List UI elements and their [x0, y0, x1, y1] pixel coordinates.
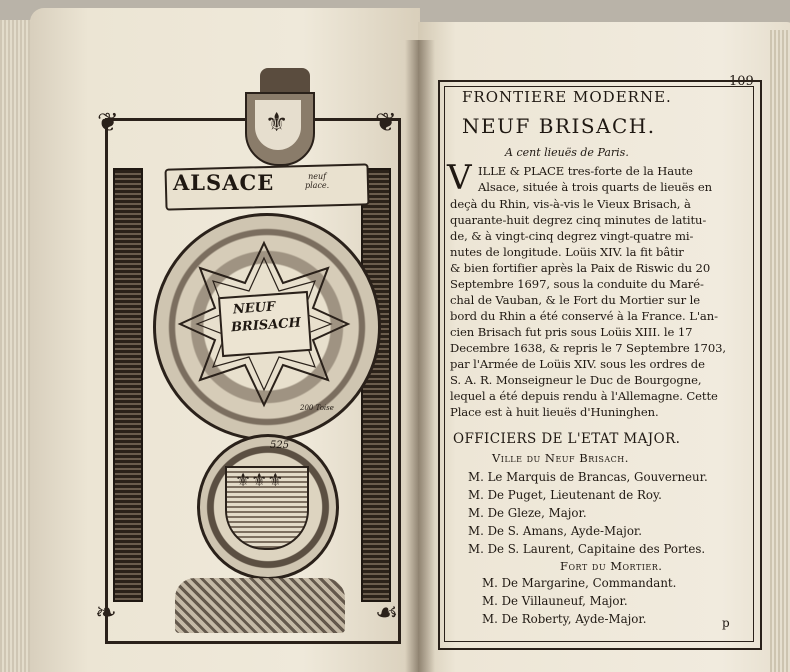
- right-page-edges: [770, 30, 790, 672]
- corner-scroll-ornament: ☙: [375, 598, 399, 628]
- seal-number: 525: [270, 440, 290, 451]
- running-head: FRONTIERE MODERNE.: [462, 88, 672, 106]
- page-title: NEUF BRISACH.: [462, 114, 656, 138]
- officer-entry: M. De Villauneuf, Major.: [482, 594, 628, 608]
- corner-scroll-ornament: ❦: [375, 108, 397, 138]
- body-line: cien Brisach fut pris sous Loüis XIII. le 17: [450, 325, 693, 339]
- fleur-de-lis-icon: ⚜: [265, 108, 289, 138]
- body-line: & bien fortifier après la Paix de Riswic du 20: [450, 261, 711, 275]
- distance-subtitle: A cent lieuës de Paris.: [505, 146, 629, 159]
- banner-sub-line: neuf: [308, 172, 327, 181]
- body-line: ILLE & PLACE tres-forte de la Haute: [478, 164, 693, 178]
- officer-entry: M. De Margarine, Commandant.: [482, 576, 677, 590]
- crown-ornament: [260, 68, 310, 94]
- body-line: Alsace, située à trois quarts de lieuës en: [478, 180, 712, 194]
- officer-entry: M. Le Marquis de Brancas, Gouverneur.: [468, 470, 708, 484]
- body-line: par l'Armée de Loüis XIV. sous les ordres de: [450, 357, 705, 371]
- officers-heading: OFFICIERS DE L'ETAT MAJOR.: [453, 431, 681, 447]
- medallion-text-line-2: BRISACH: [230, 315, 302, 336]
- banner-title: ALSACE: [173, 170, 275, 195]
- section-heading: Fort du Mortier.: [560, 559, 663, 573]
- officer-entry: M. De S. Laurent, Capitaine des Portes.: [468, 542, 706, 556]
- body-line: Septembre 1697, sous la conduite du Maré-: [450, 277, 704, 291]
- officer-entry: M. De Puget, Lieutenant de Roy.: [468, 488, 662, 502]
- section-heading: Ville du Neuf Brisach.: [492, 451, 629, 465]
- page-number: 109: [729, 74, 754, 89]
- scale-label: 200 Toise: [300, 404, 334, 412]
- spine-shadow: [405, 40, 435, 672]
- body-line: bord du Rhin a été conservé à la France. L'an-: [450, 309, 718, 323]
- body-line: S. A. R. Monseigneur le Duc de Bourgogne,: [450, 373, 702, 387]
- officer-entry: M. De Gleze, Major.: [468, 506, 587, 520]
- fleur-de-lis-icon: ⚜⚜⚜: [235, 470, 284, 491]
- officer-entry: M. De Roberty, Ayde-Major.: [482, 612, 647, 626]
- catchword: p: [722, 616, 730, 630]
- corner-scroll-ornament: ❦: [97, 108, 119, 138]
- medallion-text-line-1: NEUF: [232, 299, 276, 318]
- engraving-plate: [85, 48, 415, 648]
- body-line: de, & à vingt-cinq degrez vingt-quatre mi-: [450, 229, 694, 243]
- body-line: Place est à huit lieuës d'Huninghen.: [450, 405, 659, 419]
- banner-subtitle: [305, 172, 329, 190]
- arms-trophy-ornament: [175, 578, 345, 633]
- body-line: nutes de longitude. Loüis XIV. la fit bâtir: [450, 245, 684, 259]
- left-column-ornament: [113, 168, 143, 602]
- body-line: deçà du Rhin, vis-à-vis le Vieux Brisach, à: [450, 197, 691, 211]
- drop-cap: V: [447, 158, 472, 198]
- officer-entry: M. De S. Amans, Ayde-Major.: [468, 524, 643, 538]
- body-line: chal de Vauban, & le Fort du Mortier sur le: [450, 293, 700, 307]
- body-line: lequel a été depuis rendu à l'Allemagne. Cette: [450, 389, 718, 403]
- corner-scroll-ornament: ❧: [95, 598, 117, 628]
- banner-sub-line: place.: [305, 181, 330, 190]
- body-line: quarante-huit degrez cinq minutes de latitu-: [450, 213, 707, 227]
- body-line: Decembre 1638, & repris le 7 Septembre 1703,: [450, 341, 726, 355]
